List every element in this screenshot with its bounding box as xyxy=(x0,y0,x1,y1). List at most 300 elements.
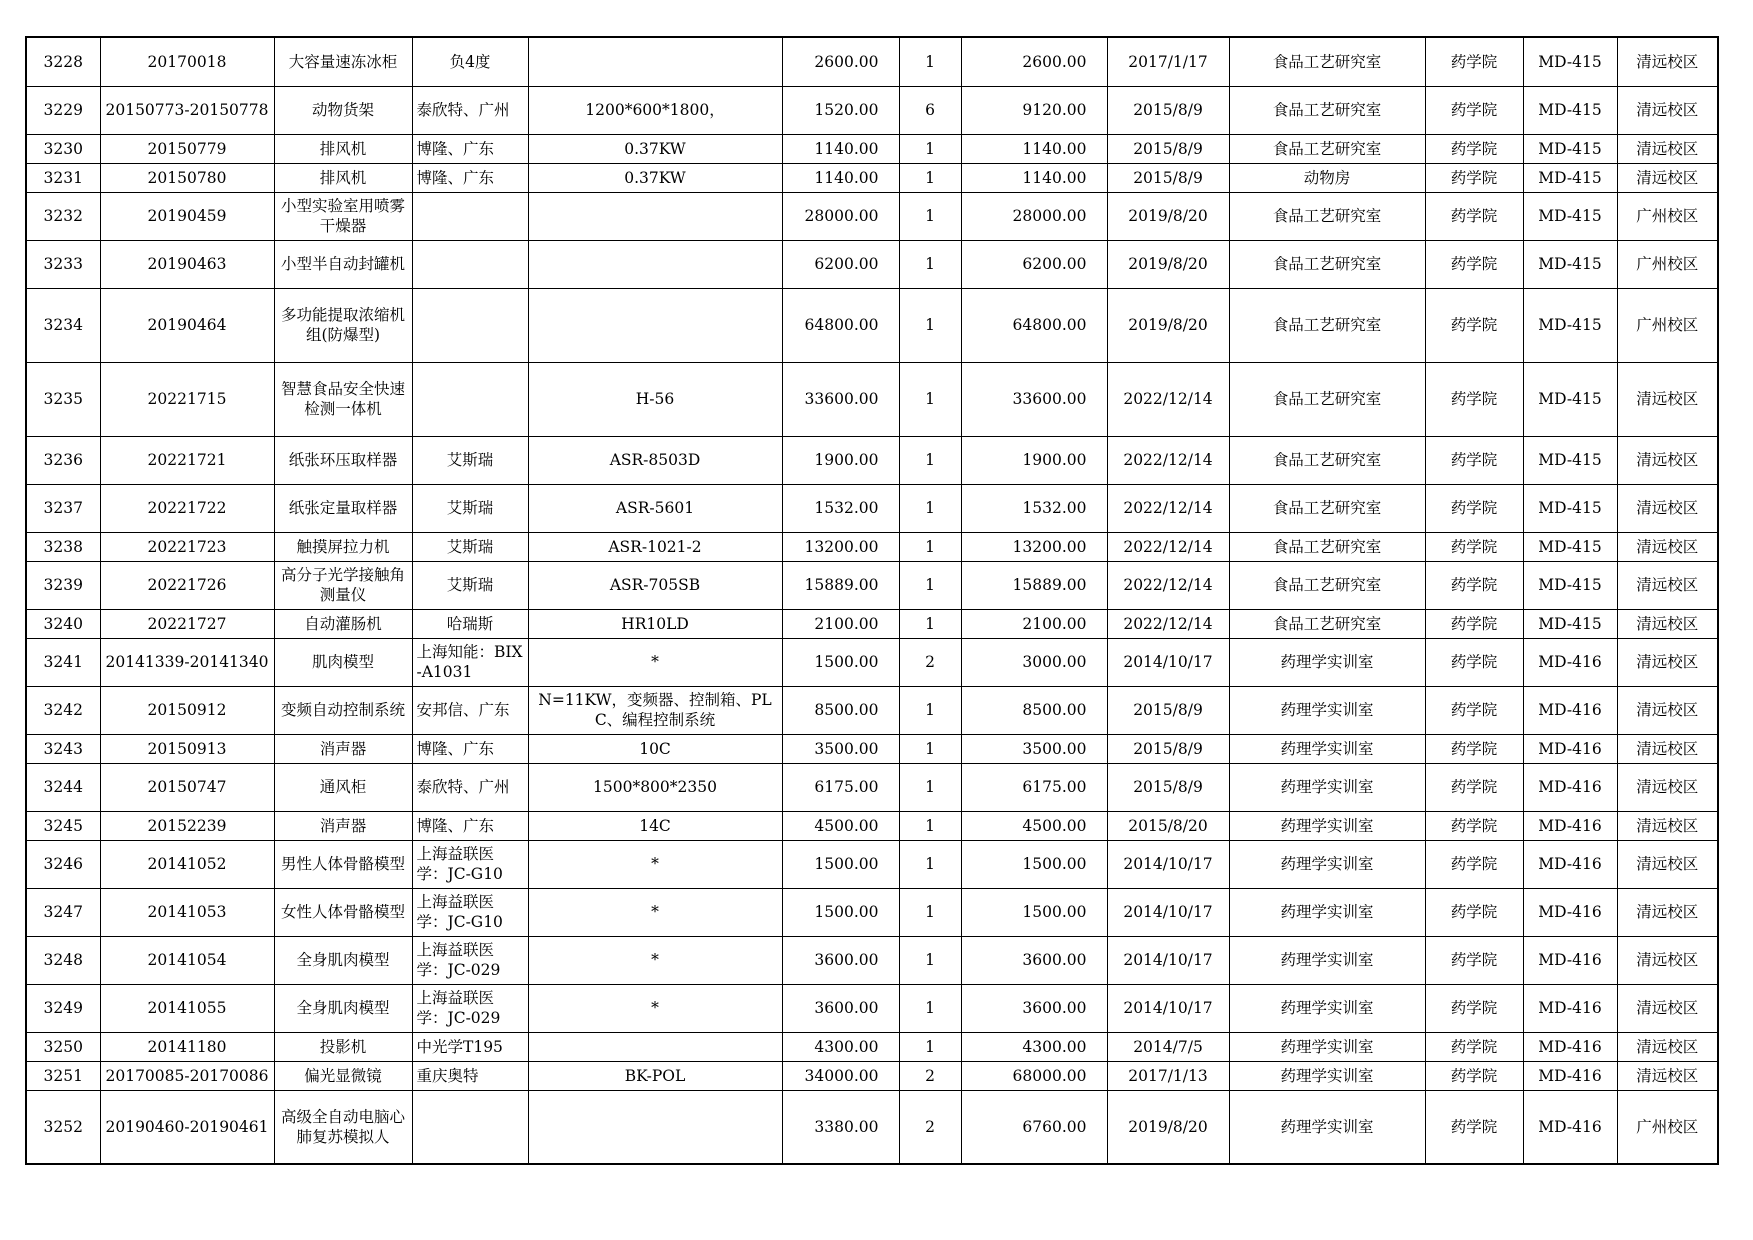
cell-campus: 清远校区 xyxy=(1617,134,1718,163)
cell-date: 2022/12/14 xyxy=(1107,484,1229,532)
cell-seq: 3248 xyxy=(26,936,100,984)
cell-seq: 3232 xyxy=(26,192,100,240)
cell-dept: 药学院 xyxy=(1425,811,1523,840)
cell-spec: 1500*800*2350 xyxy=(528,763,782,811)
cell-date: 2019/8/20 xyxy=(1107,240,1229,288)
cell-asset-no: 20170018 xyxy=(100,37,274,86)
cell-location: 药理学实训室 xyxy=(1229,811,1425,840)
cell-maker xyxy=(412,288,528,362)
cell-room: MD-415 xyxy=(1523,288,1617,362)
cell-campus: 清远校区 xyxy=(1617,163,1718,192)
cell-qty: 1 xyxy=(899,134,961,163)
cell-dept: 药学院 xyxy=(1425,763,1523,811)
cell-location: 食品工艺研究室 xyxy=(1229,436,1425,484)
table-row xyxy=(26,984,1718,1032)
cell-spec xyxy=(528,1090,782,1164)
cell-name: 小型实验室用喷雾干燥器 xyxy=(274,192,412,240)
cell-asset-no: 20150780 xyxy=(100,163,274,192)
cell-maker xyxy=(412,240,528,288)
cell-name: 消声器 xyxy=(274,811,412,840)
cell-unit-price: 1500.00 xyxy=(782,638,899,686)
cell-maker: 博隆、广东 xyxy=(412,163,528,192)
table-row xyxy=(26,288,1718,362)
cell-maker xyxy=(412,192,528,240)
cell-room: MD-416 xyxy=(1523,1090,1617,1164)
cell-maker: 博隆、广东 xyxy=(412,134,528,163)
cell-campus: 清远校区 xyxy=(1617,936,1718,984)
cell-location: 食品工艺研究室 xyxy=(1229,609,1425,638)
cell-spec: 1200*600*1800， xyxy=(528,86,782,134)
cell-room: MD-415 xyxy=(1523,436,1617,484)
cell-asset-no: 20190459 xyxy=(100,192,274,240)
cell-unit-price: 4300.00 xyxy=(782,1032,899,1061)
cell-maker: 上海益联医学：JC-029 xyxy=(412,936,528,984)
cell-room: MD-415 xyxy=(1523,532,1617,561)
cell-unit-price: 6175.00 xyxy=(782,763,899,811)
cell-spec: N=11KW，变频器、控制箱、PLC、编程控制系统 xyxy=(528,686,782,734)
table-row xyxy=(26,638,1718,686)
cell-spec: * xyxy=(528,638,782,686)
cell-name: 全身肌肉模型 xyxy=(274,936,412,984)
cell-date: 2019/8/20 xyxy=(1107,1090,1229,1164)
cell-date: 2022/12/14 xyxy=(1107,436,1229,484)
cell-location: 药理学实训室 xyxy=(1229,984,1425,1032)
cell-name: 通风柜 xyxy=(274,763,412,811)
cell-maker: 负4度 xyxy=(412,37,528,86)
cell-room: MD-416 xyxy=(1523,888,1617,936)
cell-asset-no: 20141339-20141340 xyxy=(100,638,274,686)
cell-dept: 药学院 xyxy=(1425,936,1523,984)
cell-amount: 6200.00 xyxy=(961,240,1107,288)
cell-campus: 清远校区 xyxy=(1617,1061,1718,1090)
cell-qty: 1 xyxy=(899,192,961,240)
cell-unit-price: 15889.00 xyxy=(782,561,899,609)
cell-unit-price: 1500.00 xyxy=(782,840,899,888)
cell-asset-no: 20150773-20150778 xyxy=(100,86,274,134)
cell-qty: 1 xyxy=(899,163,961,192)
cell-qty: 6 xyxy=(899,86,961,134)
cell-dept: 药学院 xyxy=(1425,86,1523,134)
table-row xyxy=(26,1061,1718,1090)
cell-asset-no: 20221715 xyxy=(100,362,274,436)
cell-maker: 中光学T195 xyxy=(412,1032,528,1061)
cell-qty: 1 xyxy=(899,1032,961,1061)
cell-date: 2014/10/17 xyxy=(1107,840,1229,888)
cell-seq: 3250 xyxy=(26,1032,100,1061)
cell-unit-price: 34000.00 xyxy=(782,1061,899,1090)
cell-dept: 药学院 xyxy=(1425,240,1523,288)
cell-asset-no: 20221722 xyxy=(100,484,274,532)
table-row xyxy=(26,192,1718,240)
cell-asset-no: 20150912 xyxy=(100,686,274,734)
cell-name: 偏光显微镜 xyxy=(274,1061,412,1090)
cell-dept: 药学院 xyxy=(1425,288,1523,362)
cell-qty: 1 xyxy=(899,37,961,86)
table-row xyxy=(26,484,1718,532)
cell-unit-price: 4500.00 xyxy=(782,811,899,840)
cell-unit-price: 3600.00 xyxy=(782,984,899,1032)
cell-amount: 33600.00 xyxy=(961,362,1107,436)
cell-campus: 清远校区 xyxy=(1617,763,1718,811)
cell-room: MD-415 xyxy=(1523,86,1617,134)
cell-seq: 3249 xyxy=(26,984,100,1032)
cell-seq: 3229 xyxy=(26,86,100,134)
cell-campus: 清远校区 xyxy=(1617,532,1718,561)
cell-dept: 药学院 xyxy=(1425,532,1523,561)
cell-location: 药理学实训室 xyxy=(1229,763,1425,811)
cell-unit-price: 1140.00 xyxy=(782,163,899,192)
cell-campus: 广州校区 xyxy=(1617,240,1718,288)
cell-spec: HR10LD xyxy=(528,609,782,638)
cell-maker: 重庆奥特 xyxy=(412,1061,528,1090)
cell-name: 大容量速冻冰柜 xyxy=(274,37,412,86)
cell-dept: 药学院 xyxy=(1425,984,1523,1032)
cell-maker xyxy=(412,362,528,436)
cell-campus: 广州校区 xyxy=(1617,192,1718,240)
cell-amount: 3600.00 xyxy=(961,936,1107,984)
cell-maker: 上海益联医学：JC-029 xyxy=(412,984,528,1032)
cell-asset-no: 20190463 xyxy=(100,240,274,288)
cell-name: 全身肌肉模型 xyxy=(274,984,412,1032)
cell-spec: ASR-705SB xyxy=(528,561,782,609)
cell-unit-price: 33600.00 xyxy=(782,362,899,436)
cell-location: 食品工艺研究室 xyxy=(1229,134,1425,163)
cell-date: 2017/1/17 xyxy=(1107,37,1229,86)
asset-table xyxy=(25,36,1719,1165)
cell-seq: 3242 xyxy=(26,686,100,734)
cell-dept: 药学院 xyxy=(1425,1090,1523,1164)
cell-dept: 药学院 xyxy=(1425,134,1523,163)
cell-maker xyxy=(412,1090,528,1164)
cell-date: 2015/8/9 xyxy=(1107,686,1229,734)
cell-maker: 艾斯瑞 xyxy=(412,561,528,609)
cell-spec: ASR-1021-2 xyxy=(528,532,782,561)
cell-name: 高分子光学接触角测量仪 xyxy=(274,561,412,609)
table-row xyxy=(26,37,1718,86)
cell-room: MD-415 xyxy=(1523,609,1617,638)
cell-qty: 1 xyxy=(899,936,961,984)
cell-unit-price: 2600.00 xyxy=(782,37,899,86)
table-row xyxy=(26,561,1718,609)
cell-asset-no: 20141180 xyxy=(100,1032,274,1061)
cell-date: 2014/10/17 xyxy=(1107,888,1229,936)
cell-date: 2022/12/14 xyxy=(1107,532,1229,561)
table-row xyxy=(26,362,1718,436)
cell-name: 女性人体骨骼模型 xyxy=(274,888,412,936)
cell-seq: 3245 xyxy=(26,811,100,840)
cell-name: 投影机 xyxy=(274,1032,412,1061)
cell-maker: 上海益联医学：JC-G10 xyxy=(412,888,528,936)
cell-seq: 3233 xyxy=(26,240,100,288)
cell-qty: 1 xyxy=(899,763,961,811)
cell-amount: 4300.00 xyxy=(961,1032,1107,1061)
cell-location: 药理学实训室 xyxy=(1229,1061,1425,1090)
cell-name: 变频自动控制系统 xyxy=(274,686,412,734)
cell-date: 2015/8/9 xyxy=(1107,734,1229,763)
cell-unit-price: 8500.00 xyxy=(782,686,899,734)
cell-name: 小型半自动封罐机 xyxy=(274,240,412,288)
table-row xyxy=(26,936,1718,984)
cell-qty: 1 xyxy=(899,609,961,638)
cell-campus: 清远校区 xyxy=(1617,561,1718,609)
cell-amount: 6175.00 xyxy=(961,763,1107,811)
cell-name: 纸张环压取样器 xyxy=(274,436,412,484)
cell-dept: 药学院 xyxy=(1425,484,1523,532)
cell-room: MD-416 xyxy=(1523,686,1617,734)
cell-amount: 1500.00 xyxy=(961,840,1107,888)
cell-room: MD-416 xyxy=(1523,936,1617,984)
cell-room: MD-416 xyxy=(1523,1061,1617,1090)
cell-asset-no: 20221723 xyxy=(100,532,274,561)
cell-seq: 3235 xyxy=(26,362,100,436)
cell-name: 智慧食品安全快速检测一体机 xyxy=(274,362,412,436)
cell-date: 2019/8/20 xyxy=(1107,192,1229,240)
cell-seq: 3240 xyxy=(26,609,100,638)
cell-dept: 药学院 xyxy=(1425,638,1523,686)
cell-campus: 清远校区 xyxy=(1617,811,1718,840)
cell-location: 食品工艺研究室 xyxy=(1229,192,1425,240)
cell-amount: 1900.00 xyxy=(961,436,1107,484)
cell-date: 2019/8/20 xyxy=(1107,288,1229,362)
cell-seq: 3237 xyxy=(26,484,100,532)
cell-asset-no: 20170085-20170086 xyxy=(100,1061,274,1090)
cell-amount: 6760.00 xyxy=(961,1090,1107,1164)
cell-location: 药理学实训室 xyxy=(1229,638,1425,686)
cell-spec: 0.37KW xyxy=(528,134,782,163)
cell-room: MD-415 xyxy=(1523,362,1617,436)
cell-date: 2014/7/5 xyxy=(1107,1032,1229,1061)
cell-campus: 清远校区 xyxy=(1617,37,1718,86)
cell-dept: 药学院 xyxy=(1425,561,1523,609)
cell-name: 纸张定量取样器 xyxy=(274,484,412,532)
cell-seq: 3239 xyxy=(26,561,100,609)
table-row xyxy=(26,734,1718,763)
table-body xyxy=(26,37,1718,1164)
cell-name: 触摸屏拉力机 xyxy=(274,532,412,561)
cell-amount: 8500.00 xyxy=(961,686,1107,734)
cell-seq: 3251 xyxy=(26,1061,100,1090)
cell-date: 2015/8/9 xyxy=(1107,163,1229,192)
cell-maker: 上海知能：BIX-A1031 xyxy=(412,638,528,686)
cell-location: 食品工艺研究室 xyxy=(1229,362,1425,436)
cell-unit-price: 1140.00 xyxy=(782,134,899,163)
table-row xyxy=(26,811,1718,840)
cell-seq: 3247 xyxy=(26,888,100,936)
cell-unit-price: 1900.00 xyxy=(782,436,899,484)
cell-amount: 1500.00 xyxy=(961,888,1107,936)
cell-spec: ASR-5601 xyxy=(528,484,782,532)
cell-amount: 3500.00 xyxy=(961,734,1107,763)
cell-campus: 广州校区 xyxy=(1617,288,1718,362)
cell-spec: BK-POL xyxy=(528,1061,782,1090)
cell-dept: 药学院 xyxy=(1425,436,1523,484)
cell-amount: 3600.00 xyxy=(961,984,1107,1032)
cell-date: 2015/8/9 xyxy=(1107,763,1229,811)
cell-location: 食品工艺研究室 xyxy=(1229,532,1425,561)
cell-maker: 上海益联医学：JC-G10 xyxy=(412,840,528,888)
cell-unit-price: 3380.00 xyxy=(782,1090,899,1164)
cell-room: MD-416 xyxy=(1523,811,1617,840)
cell-amount: 28000.00 xyxy=(961,192,1107,240)
cell-spec: * xyxy=(528,936,782,984)
cell-unit-price: 2100.00 xyxy=(782,609,899,638)
cell-campus: 清远校区 xyxy=(1617,840,1718,888)
cell-room: MD-415 xyxy=(1523,134,1617,163)
cell-campus: 清远校区 xyxy=(1617,686,1718,734)
cell-spec: H-56 xyxy=(528,362,782,436)
table-row xyxy=(26,134,1718,163)
cell-seq: 3236 xyxy=(26,436,100,484)
cell-qty: 1 xyxy=(899,532,961,561)
table-row xyxy=(26,888,1718,936)
cell-campus: 清远校区 xyxy=(1617,638,1718,686)
cell-spec: * xyxy=(528,888,782,936)
cell-campus: 清远校区 xyxy=(1617,984,1718,1032)
cell-spec xyxy=(528,192,782,240)
table-row xyxy=(26,1032,1718,1061)
cell-dept: 药学院 xyxy=(1425,686,1523,734)
cell-dept: 药学院 xyxy=(1425,609,1523,638)
cell-name: 排风机 xyxy=(274,163,412,192)
cell-spec: 0.37KW xyxy=(528,163,782,192)
cell-unit-price: 1520.00 xyxy=(782,86,899,134)
cell-room: MD-415 xyxy=(1523,484,1617,532)
cell-asset-no: 20190460-20190461 xyxy=(100,1090,274,1164)
cell-asset-no: 20150747 xyxy=(100,763,274,811)
cell-qty: 2 xyxy=(899,1061,961,1090)
cell-seq: 3243 xyxy=(26,734,100,763)
cell-amount: 15889.00 xyxy=(961,561,1107,609)
cell-campus: 清远校区 xyxy=(1617,86,1718,134)
cell-qty: 1 xyxy=(899,362,961,436)
cell-campus: 清远校区 xyxy=(1617,888,1718,936)
cell-date: 2015/8/9 xyxy=(1107,86,1229,134)
cell-amount: 9120.00 xyxy=(961,86,1107,134)
cell-maker: 博隆、广东 xyxy=(412,811,528,840)
cell-spec xyxy=(528,37,782,86)
cell-maker: 艾斯瑞 xyxy=(412,484,528,532)
cell-seq: 3241 xyxy=(26,638,100,686)
cell-amount: 68000.00 xyxy=(961,1061,1107,1090)
cell-spec: 10C xyxy=(528,734,782,763)
cell-location: 食品工艺研究室 xyxy=(1229,37,1425,86)
cell-maker: 泰欣特、广州 xyxy=(412,86,528,134)
cell-amount: 3000.00 xyxy=(961,638,1107,686)
cell-asset-no: 20141053 xyxy=(100,888,274,936)
table-row xyxy=(26,840,1718,888)
table-row xyxy=(26,532,1718,561)
cell-maker: 艾斯瑞 xyxy=(412,436,528,484)
cell-amount: 1140.00 xyxy=(961,163,1107,192)
cell-asset-no: 20221727 xyxy=(100,609,274,638)
cell-amount: 2600.00 xyxy=(961,37,1107,86)
cell-room: MD-416 xyxy=(1523,763,1617,811)
cell-asset-no: 20141052 xyxy=(100,840,274,888)
cell-spec: * xyxy=(528,840,782,888)
cell-qty: 2 xyxy=(899,638,961,686)
cell-unit-price: 28000.00 xyxy=(782,192,899,240)
cell-maker: 哈瑞斯 xyxy=(412,609,528,638)
cell-dept: 药学院 xyxy=(1425,734,1523,763)
cell-qty: 1 xyxy=(899,240,961,288)
cell-date: 2017/1/13 xyxy=(1107,1061,1229,1090)
cell-name: 排风机 xyxy=(274,134,412,163)
cell-seq: 3228 xyxy=(26,37,100,86)
cell-room: MD-415 xyxy=(1523,561,1617,609)
cell-campus: 清远校区 xyxy=(1617,609,1718,638)
cell-location: 药理学实训室 xyxy=(1229,1032,1425,1061)
cell-date: 2022/12/14 xyxy=(1107,609,1229,638)
cell-unit-price: 6200.00 xyxy=(782,240,899,288)
cell-spec xyxy=(528,240,782,288)
cell-amount: 64800.00 xyxy=(961,288,1107,362)
cell-asset-no: 20141054 xyxy=(100,936,274,984)
cell-name: 高级全自动电脑心肺复苏模拟人 xyxy=(274,1090,412,1164)
cell-room: MD-416 xyxy=(1523,734,1617,763)
cell-name: 动物货架 xyxy=(274,86,412,134)
cell-location: 药理学实训室 xyxy=(1229,888,1425,936)
cell-seq: 3252 xyxy=(26,1090,100,1164)
cell-location: 动物房 xyxy=(1229,163,1425,192)
table-row xyxy=(26,163,1718,192)
cell-location: 药理学实训室 xyxy=(1229,936,1425,984)
cell-spec xyxy=(528,288,782,362)
cell-spec: * xyxy=(528,984,782,1032)
cell-asset-no: 20221726 xyxy=(100,561,274,609)
cell-campus: 清远校区 xyxy=(1617,362,1718,436)
cell-location: 药理学实训室 xyxy=(1229,734,1425,763)
cell-seq: 3244 xyxy=(26,763,100,811)
cell-name: 男性人体骨骼模型 xyxy=(274,840,412,888)
cell-date: 2015/8/20 xyxy=(1107,811,1229,840)
cell-spec: 14C xyxy=(528,811,782,840)
cell-location: 食品工艺研究室 xyxy=(1229,86,1425,134)
cell-asset-no: 20190464 xyxy=(100,288,274,362)
cell-asset-no: 20150779 xyxy=(100,134,274,163)
cell-qty: 1 xyxy=(899,734,961,763)
cell-seq: 3234 xyxy=(26,288,100,362)
cell-room: MD-416 xyxy=(1523,1032,1617,1061)
cell-location: 食品工艺研究室 xyxy=(1229,240,1425,288)
cell-seq: 3230 xyxy=(26,134,100,163)
cell-dept: 药学院 xyxy=(1425,1032,1523,1061)
cell-room: MD-416 xyxy=(1523,984,1617,1032)
cell-campus: 清远校区 xyxy=(1617,1032,1718,1061)
cell-room: MD-415 xyxy=(1523,240,1617,288)
cell-dept: 药学院 xyxy=(1425,192,1523,240)
cell-unit-price: 64800.00 xyxy=(782,288,899,362)
cell-asset-no: 20152239 xyxy=(100,811,274,840)
cell-qty: 1 xyxy=(899,888,961,936)
table-row xyxy=(26,763,1718,811)
cell-maker: 安邦信、广东 xyxy=(412,686,528,734)
cell-amount: 1532.00 xyxy=(961,484,1107,532)
cell-dept: 药学院 xyxy=(1425,37,1523,86)
cell-qty: 1 xyxy=(899,840,961,888)
cell-date: 2015/8/9 xyxy=(1107,134,1229,163)
cell-name: 自动灌肠机 xyxy=(274,609,412,638)
table-row xyxy=(26,1090,1718,1164)
cell-unit-price: 1500.00 xyxy=(782,888,899,936)
table-row xyxy=(26,609,1718,638)
cell-unit-price: 3500.00 xyxy=(782,734,899,763)
cell-room: MD-416 xyxy=(1523,638,1617,686)
cell-room: MD-416 xyxy=(1523,840,1617,888)
cell-room: MD-415 xyxy=(1523,192,1617,240)
cell-campus: 清远校区 xyxy=(1617,436,1718,484)
cell-qty: 1 xyxy=(899,984,961,1032)
cell-room: MD-415 xyxy=(1523,37,1617,86)
